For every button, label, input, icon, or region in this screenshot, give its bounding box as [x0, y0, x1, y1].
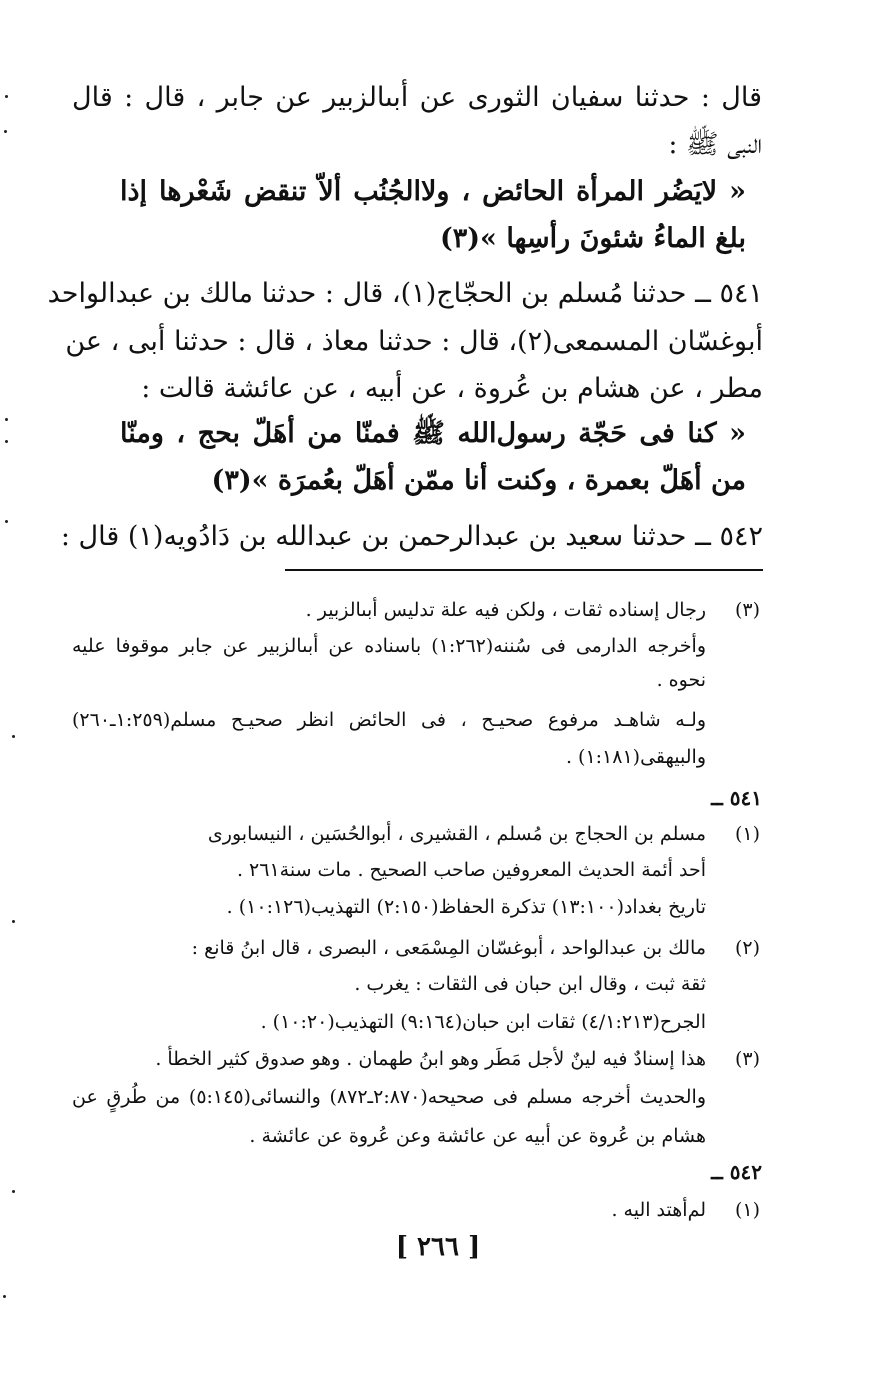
footnote-section-542: ٥٤٢ ــ	[711, 1160, 762, 1184]
footnote-number: (٢)	[734, 937, 760, 959]
footnote-line: مالك بن عبدالواحد ، أبوغسّان المِسْمَعى ، البصرى ، قال ابنُ قانع :	[191, 937, 706, 959]
footnote-line: ثقة ثبت ، وقال ابن حبان فى الثقات : يغرب .	[354, 973, 706, 995]
footnote-line: ولـه شاهـد مرفوع صحيـح ، فى الحائض انظر صحيـح مسلم(١:٢٥٩ـ٢٦٠)	[72, 709, 706, 731]
hadith-542-line-1: ٥٤٢ ــ حدثنا سعيد بن عبدالرحمن بن عبدالله بن دَادُويه(١) قال :	[60, 521, 763, 552]
footnote-line: وأخرجه الدارمى فى سُننه(١:٢٦٢) باسناده عن أبىالزبير عن جابر موقوفا عليه	[72, 635, 706, 657]
footnote-line: رجال إسناده ثقات ، ولكن فيه علة تدليس أبىالزبير .	[305, 599, 706, 621]
scan-speck	[5, 520, 8, 523]
scan-speck	[5, 440, 8, 443]
hadith-541-line-1: ٥٤١ ــ حدثنا مُسلم بن الحجّاج(١)، قال : حدثنا مالك بن عبدالواحد	[47, 278, 763, 309]
scan-speck	[4, 130, 7, 133]
footnote-line: هشام بن عُروة عن أبيه عن عائشة وعن عُروة عن عائشة .	[249, 1125, 706, 1147]
page-number: [ ٢٦٦ ]	[395, 1232, 481, 1262]
hadith-line-1: « لايَضُر المرأة الحائض ، ولاالجُنُب ألاّ تنقض شَعْرها إذا	[120, 176, 746, 207]
footnote-line: الجرح(٤/١:٢١٣) ثقات ابن حبان(٩:١٦٤) التهذيب(١٠:٢٠) .	[260, 1011, 706, 1033]
scan-speck	[3, 1295, 6, 1298]
hadith-line-2: بلغ الماءُ شئونَ رأسِها »(٣)	[439, 223, 746, 254]
footnote-line: نحوه .	[656, 669, 706, 691]
hadith-541-matn-1: « كنا فى حَجّة رسول‌الله ﷺ فمنّا من أهَلّ بحج ، ومنّا	[120, 418, 746, 449]
footnote-number: (٣)	[734, 599, 760, 621]
scan-speck	[12, 735, 15, 738]
footnote-section-541: ٥٤١ ــ	[711, 786, 762, 810]
footnote-number: (٣)	[734, 1048, 760, 1070]
hadith-541-line-3: مطر ، عن هشام بن عُروة ، عن أبيه ، عن عائشة قالت :	[141, 373, 763, 404]
footnote-line: والحديث أخرجه مسلم فى صحيحه(٢:٨٧٠ـ٨٧٢) والنسائى(٥:١٤٥) من طُرقٍ عن	[72, 1086, 706, 1108]
scan-speck	[12, 920, 15, 923]
scan-speck	[5, 95, 8, 98]
footnote-line: تاريخ بغداد(١٣:١٠٠) تذكرة الحفاظ(٢:١٥٠) التهذيب(١٠:١٢٦) .	[226, 896, 706, 918]
footnote-line: أحد أئمة الحديث المعروفين صاحب الصحيح . مات سنة٢٦١ .	[236, 859, 706, 881]
text-line-1: قال : حدثنا سفيان الثورى عن أبىالزبير عن جابر ، قال : قال	[72, 82, 762, 113]
footnote-number: (١)	[734, 823, 760, 845]
footnote-line: مسلم بن الحجاج بن مُسلم ، القشيرى ، أبوالحُسَين ، النيسابورى	[207, 823, 706, 845]
scan-speck	[5, 418, 8, 421]
hadith-541-matn-2: من أهَلّ بعمرة ، وكنت أنا ممّن أهَلّ بعُمرَة »(٣)	[211, 465, 746, 496]
footnote-line: والبيهقى(١:١٨١) .	[565, 746, 706, 768]
footnote-line: هذا إسنادٌ فيه لينٌ لأجل مَطَر وهو ابنُ طهمان . وهو صدوق كثير الخطأ .	[155, 1048, 706, 1070]
scan-speck	[12, 1190, 15, 1193]
hadith-541-line-2: أبوغسّان المسمعى(٢)، قال : حدثنا معاذ ، قال : حدثنا أبى ، عن	[65, 326, 763, 357]
footnote-line: لم‌أهتد اليه .	[611, 1199, 706, 1221]
footnote-divider	[285, 569, 763, 571]
text-line-2: النبى ﷺ :	[668, 129, 762, 160]
footnote-number: (١)	[734, 1199, 760, 1221]
